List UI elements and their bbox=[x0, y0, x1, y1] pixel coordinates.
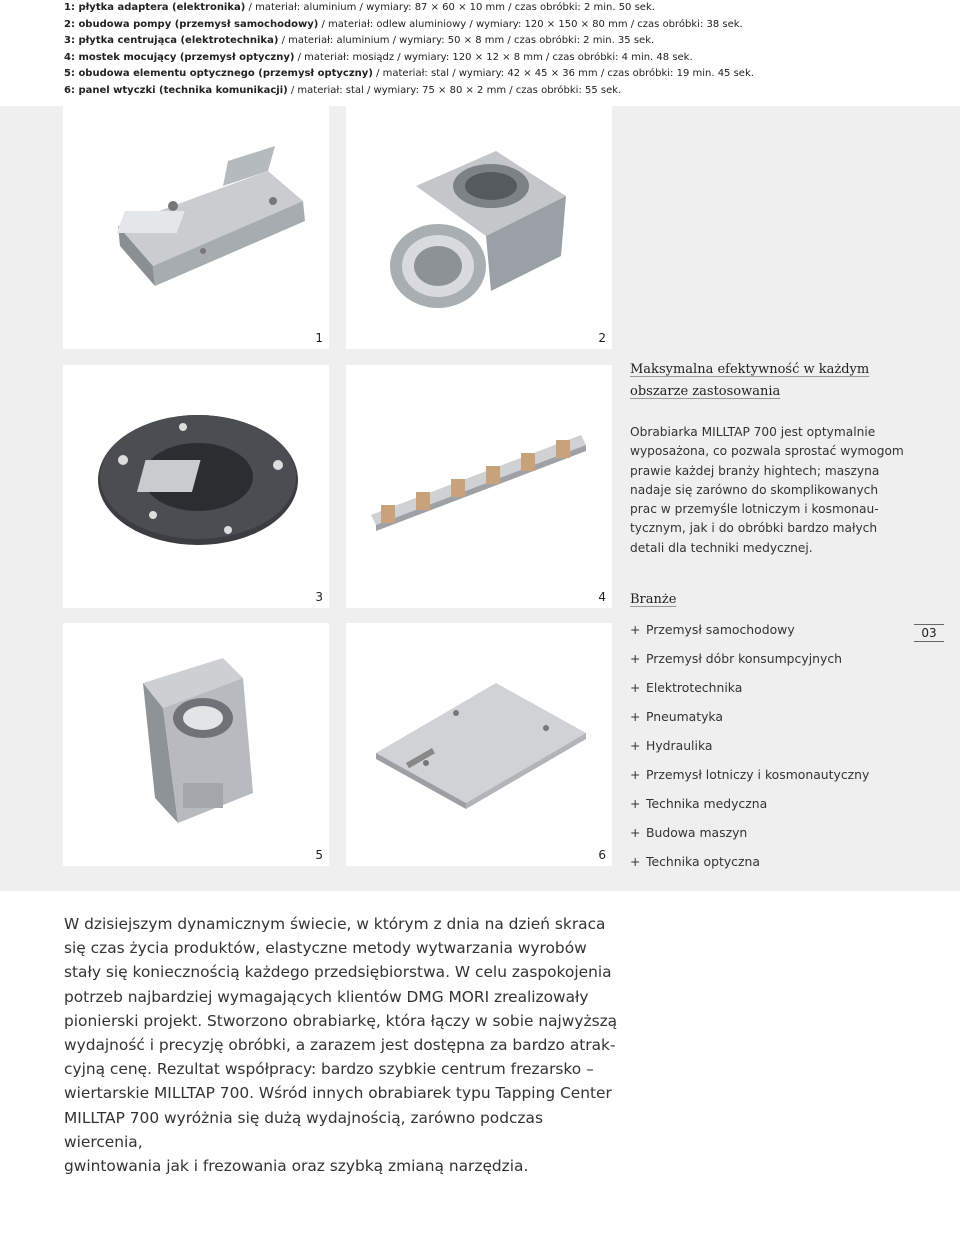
photo-optical-housing bbox=[63, 623, 329, 866]
efficiency-heading: Maksymalna efektywność w każdym obszarze zastosowania bbox=[630, 362, 870, 399]
list-item: + Przemysł dóbr konsumpcyjnych bbox=[630, 651, 842, 666]
industries-heading: Branże bbox=[630, 592, 677, 607]
caption-5: 5: obudowa elementu optycznego (przemysł optyczny) / materiał: stal / wymiary: 42 × 45 × 36 mm / czas obróbki: 19 min. 45 sek. bbox=[64, 68, 754, 79]
list-item: + Technika medyczna bbox=[630, 796, 768, 811]
intro-paragraph: W dzisiejszym dynamicznym świecie, w którym z dnia na dzień skraca się czas życia produktów, elastyczne metody wytwarzania wyrobów stały się koniecznością każdego przedsiębiorstwa. W celu zaspokojenia potrzeb najbardziej wymagających klientów DMG MORI zrealizowały pionierski projekt. Stworzono obrabiarkę, która łączy w sobie najwyższą wydajność i precyzję obróbki, a zarazem jest dostępna za bardzo atrak- cyjną cenę. Rezultat współpracy: bardzo szybkie centrum frezarsko – wiertarskie MILLTAP 700. Wśród innych obrabiarek typu Tapping Center MILLTAP 700 wyróżnia się dużą wydajnością, zarówno podczas wiercenia, gwintowania jak i frezowania oraz szybką zmianą narzędzia. bbox=[64, 915, 618, 1176]
list-item: + Przemysł lotniczy i kosmonautyczny bbox=[630, 767, 870, 782]
photo-pump-housing bbox=[346, 106, 612, 349]
photo-number: 5 bbox=[315, 848, 323, 862]
centering-plate-image bbox=[63, 365, 329, 608]
photo-number: 1 bbox=[315, 331, 323, 345]
caption-4: 4: mostek mocujący (przemysł optyczny) / materiał: mosiądz / wymiary: 120 × 12 × 8 mm / czas obróbki: 4 min. 48 sek. bbox=[64, 51, 693, 63]
adapter-plate-image bbox=[63, 106, 329, 349]
photo-number: 4 bbox=[598, 590, 606, 604]
plug-panel-image bbox=[346, 623, 612, 866]
caption-6: 6: panel wtyczki (technika komunikacji) / materiał: stal / wymiary: 75 × 80 × 2 mm / czas obróbki: 55 sek. bbox=[64, 84, 622, 96]
page-number: 03 bbox=[914, 624, 944, 642]
photo-plug-panel bbox=[346, 623, 612, 866]
photo-number: 2 bbox=[598, 331, 606, 345]
list-item: + Hydraulika bbox=[630, 738, 713, 753]
pump-housing-image bbox=[346, 106, 612, 349]
list-item: + Budowa maszyn bbox=[630, 825, 748, 840]
photo-number: 3 bbox=[315, 590, 323, 604]
list-item: + Przemysł samochodowy bbox=[630, 622, 795, 637]
industries-list bbox=[630, 623, 910, 884]
photo-adapter-plate bbox=[63, 106, 329, 349]
list-item: + Elektrotechnika bbox=[630, 680, 743, 695]
photo-mounting-bridge bbox=[346, 365, 612, 608]
caption-2: 2: obudowa pompy (przemysł samochodowy) / materiał: odlew aluminiowy / wymiary: 120 × 150 × 80 mm / czas obróbki: 38 sek. bbox=[64, 18, 743, 30]
photo-centering-plate bbox=[63, 365, 329, 608]
optical-housing-image bbox=[63, 623, 329, 866]
efficiency-body: Obrabiarka MILLTAP 700 jest optymalnie wyposażona, co pozwala sprostać wymogom prawie każdej branży hightech; maszyna nadaje się zarówno do skomplikowanych prac w przemyśle lotniczym i kosmonau- tycznym, jak i do obróbki bardzo małych detali dla techniki medycznej. bbox=[630, 425, 904, 555]
caption-1: 1: płytka adaptera (elektronika) / materiał: aluminium / wymiary: 87 × 60 × 10 mm / czas obróbki: 2 min. 50 sek. bbox=[64, 2, 655, 13]
mounting-bridge-image bbox=[346, 365, 612, 608]
list-item: + Pneumatyka bbox=[630, 709, 723, 724]
photo-number: 6 bbox=[598, 848, 606, 862]
caption-3: 3: płytka centrująca (elektrotechnika) / materiał: aluminium / wymiary: 50 × 8 mm / czas obróbki: 2 min. 35 sek. bbox=[64, 35, 655, 46]
efficiency-section bbox=[630, 359, 910, 558]
industries-section bbox=[630, 589, 910, 884]
figure-captions bbox=[64, 0, 944, 99]
list-item: + Technika optyczna bbox=[630, 854, 760, 869]
